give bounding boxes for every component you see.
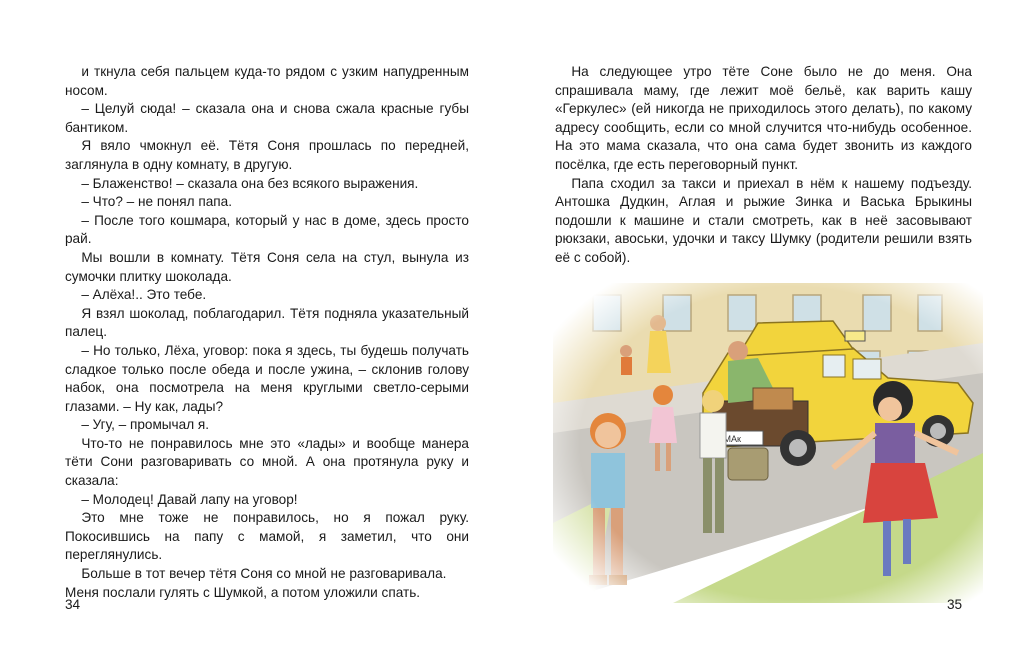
paragraph: и ткнула себя пальцем куда-то рядом с узким напудренным носом. (65, 64, 469, 98)
paragraph: – Но только, Лёха, уговор: пока я здесь, ты будешь получать сладкое только после обеда и после ужина, – склонив голову набок, она посмотрела на меня круглыми светло-серыми глазами. – Ну как, лады? (65, 342, 469, 414)
right-page (515, 0, 1030, 670)
paragraph: Что-то не понравилось мне это «лады» и вообще манера тёти Сони разговаривать со мной. А она протянула руку и сказала: (65, 435, 469, 489)
paragraph: – Целуй сюда! – сказала она и снова сжала красные губы бантиком. (65, 101, 469, 135)
taxi-illustration (553, 283, 983, 603)
paragraph: – Молодец! Давай лапу на уговор! (81, 491, 298, 507)
right-page-text (555, 63, 972, 268)
paragraph: Я вяло чмокнул её. Тётя Соня прошлась по передней, заглянула в одну комнату, в другую. (65, 138, 469, 172)
paragraph: – Угу, – промычал я. (81, 417, 210, 433)
page-number-right: 35 (947, 597, 963, 612)
paragraph: Я взял шоколад, поблагодарил. Тётя подняла указательный палец. (65, 305, 469, 340)
paragraph: Папа сходил за такси и приехал в нём к нашему подъезду. Антошка Дудкин, Аглая и рыжие Зинка и Васька Брыкины подошли к машине и стали смотреть, как в неё засовывают рюкзаки, авоськи, удочки и таксу Шумку (родители решили взять её с собой). (555, 175, 972, 265)
paragraph: На следующее утро тёте Соне было не до меня. Она спрашивала маму, где лежит моё бельё, как варить кашу «Геркулес» (ей никогда не приходилось этого делать), по какому адресу сообщить, если со мной случится что-нибудь особенное. На это мама сказала, что она сама будет звонить из каждого посёлка, где есть переговорный пункт. (555, 64, 972, 172)
paragraph: – Что? – не понял папа. (81, 194, 232, 210)
paragraph: Больше в тот вечер тётя Соня со мной не разговаривала. Меня послали гулять с Шумкой, а потом уложили спать. (65, 566, 447, 600)
paragraph: – Блаженство! – сказала она без всякого выражения. (81, 175, 419, 191)
left-page-text (65, 63, 469, 602)
paragraph: Мы вошли в комнату. Тётя Соня села на стул, вынула из сумочки плитку шоколада. (65, 249, 469, 284)
paragraph: – Алёха!.. Это тебе. (81, 287, 207, 303)
paragraph: Это мне тоже не понравилось, но я пожал руку. Покосившись на папу с мамой, я заметил, что они переглянулись. (65, 510, 469, 563)
paragraph: – После того кошмара, который у нас в доме, здесь просто рай. (65, 212, 469, 247)
page-number-left: 34 (65, 597, 81, 612)
